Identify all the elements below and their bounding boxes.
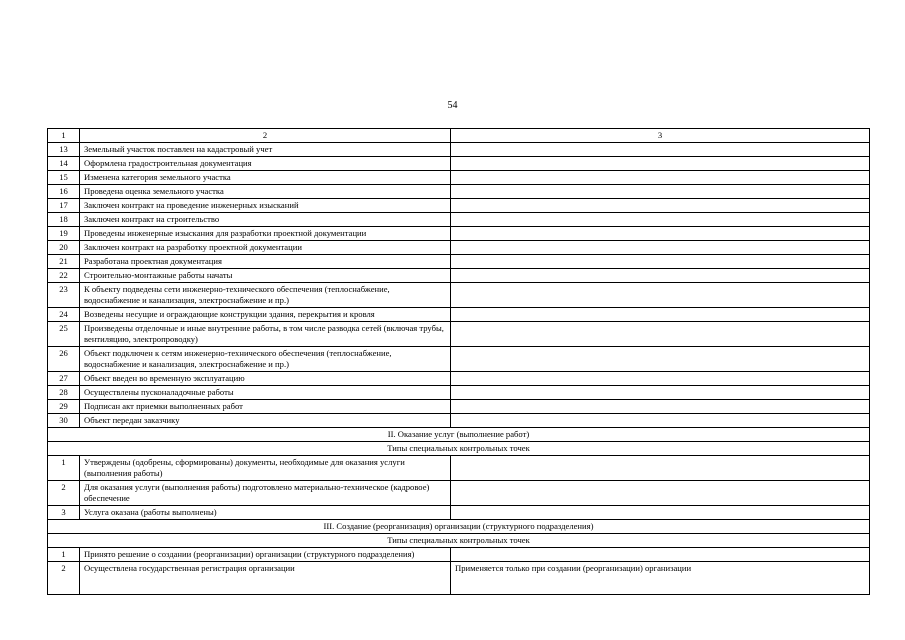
header-col-2: 2	[80, 129, 451, 143]
table-row	[48, 283, 870, 308]
row-text: Разработана проектная документация	[80, 255, 451, 269]
row-number: 30	[48, 414, 80, 428]
header-col-1: 1	[48, 129, 80, 143]
row-number: 3	[48, 506, 80, 520]
table-row	[48, 481, 870, 506]
row-number: 21	[48, 255, 80, 269]
row-note	[451, 347, 870, 372]
table-row	[48, 255, 870, 269]
row-text: Заключен контракт на строительство	[80, 213, 451, 227]
row-text: Произведены отделочные и иные внутренние работы, в том числе разводка сетей (включая трубы, вентиляцию, электропроводку)	[80, 322, 451, 347]
row-number: 2	[48, 562, 80, 595]
table-row	[48, 143, 870, 157]
table-row	[48, 372, 870, 386]
row-note	[451, 308, 870, 322]
row-text: Для оказания услуги (выполнения работы) подготовлено материально-техническое (кадровое) обеспечение	[80, 481, 451, 506]
header-col-3: 3	[451, 129, 870, 143]
row-note	[451, 171, 870, 185]
table-row	[48, 308, 870, 322]
table-row	[48, 322, 870, 347]
row-note	[451, 481, 870, 506]
section-subtitle: Типы специальных контрольных точек	[48, 442, 870, 456]
row-number: 1	[48, 456, 80, 481]
table-row	[48, 506, 870, 520]
row-note: Применяется только при создании (реорганизации) организации	[451, 562, 870, 595]
row-note	[451, 386, 870, 400]
header-row	[48, 129, 870, 143]
row-text: К объекту подведены сети инженерно-технического обеспечения (теплоснабжение, водоснабжение и канализация, электроснабжение и пр.)	[80, 283, 451, 308]
section-title: III. Создание (реорганизация) организации (структурного подразделения)	[48, 520, 870, 534]
control-points-table	[47, 128, 870, 595]
row-note	[451, 157, 870, 171]
row-note	[451, 199, 870, 213]
row-text: Проведены инженерные изыскания для разработки проектной документации	[80, 227, 451, 241]
row-text: Подписан акт приемки выполненных работ	[80, 400, 451, 414]
row-text: Осуществлена государственная регистрация организации	[80, 562, 451, 595]
section-subtitle: Типы специальных контрольных точек	[48, 534, 870, 548]
row-text: Услуга оказана (работы выполнены)	[80, 506, 451, 520]
row-text: Строительно-монтажные работы начаты	[80, 269, 451, 283]
table-body	[48, 129, 870, 595]
row-text: Объект передан заказчику	[80, 414, 451, 428]
table-row	[48, 386, 870, 400]
table-row	[48, 548, 870, 562]
row-number: 13	[48, 143, 80, 157]
row-text: Объект введен во временную эксплуатацию	[80, 372, 451, 386]
row-text: Принято решение о создании (реорганизации) организации (структурного подразделения)	[80, 548, 451, 562]
table-row	[48, 269, 870, 283]
row-note	[451, 185, 870, 199]
row-number: 29	[48, 400, 80, 414]
row-number: 1	[48, 548, 80, 562]
row-note	[451, 506, 870, 520]
section-title: II. Оказание услуг (выполнение работ)	[48, 428, 870, 442]
row-note	[451, 227, 870, 241]
row-number: 20	[48, 241, 80, 255]
row-number: 27	[48, 372, 80, 386]
row-number: 25	[48, 322, 80, 347]
table-row	[48, 171, 870, 185]
row-number: 28	[48, 386, 80, 400]
row-text: Изменена категория земельного участка	[80, 171, 451, 185]
row-note	[451, 322, 870, 347]
table-row	[48, 414, 870, 428]
table-row	[48, 157, 870, 171]
row-text: Заключен контракт на проведение инженерных изысканий	[80, 199, 451, 213]
row-note	[451, 143, 870, 157]
row-note	[451, 372, 870, 386]
section-title-row	[48, 520, 870, 534]
row-note	[451, 283, 870, 308]
row-text: Заключен контракт на разработку проектной документации	[80, 241, 451, 255]
row-number: 24	[48, 308, 80, 322]
row-text: Осуществлены пусконаладочные работы	[80, 386, 451, 400]
row-note	[451, 241, 870, 255]
row-text: Объект подключен к сетям инженерно-технического обеспечения (теплоснабжение, водоснабжение и канализация, электроснабжение и пр.)	[80, 347, 451, 372]
table-row	[48, 185, 870, 199]
row-text: Проведена оценка земельного участка	[80, 185, 451, 199]
row-number: 19	[48, 227, 80, 241]
table-row	[48, 213, 870, 227]
row-text: Возведены несущие и ограждающие конструкции здания, перекрытия и кровля	[80, 308, 451, 322]
table-row	[48, 227, 870, 241]
section-subtitle-row	[48, 442, 870, 456]
row-note	[451, 255, 870, 269]
page-number: 54	[447, 100, 458, 111]
row-note	[451, 213, 870, 227]
row-number: 26	[48, 347, 80, 372]
row-note	[451, 548, 870, 562]
row-number: 18	[48, 213, 80, 227]
table-row	[48, 562, 870, 595]
row-number: 22	[48, 269, 80, 283]
row-note	[451, 414, 870, 428]
row-note	[451, 456, 870, 481]
row-note	[451, 400, 870, 414]
row-text: Оформлена градостроительная документация	[80, 157, 451, 171]
row-number: 2	[48, 481, 80, 506]
table-row	[48, 199, 870, 213]
table-row	[48, 347, 870, 372]
section-subtitle-row	[48, 534, 870, 548]
table-row	[48, 400, 870, 414]
row-number: 14	[48, 157, 80, 171]
row-number: 17	[48, 199, 80, 213]
row-text: Утверждены (одобрены, сформированы) документы, необходимые для оказания услуги (выполнения работы)	[80, 456, 451, 481]
section-title-row	[48, 428, 870, 442]
row-text: Земельный участок поставлен на кадастровый учет	[80, 143, 451, 157]
row-number: 15	[48, 171, 80, 185]
table-row	[48, 456, 870, 481]
row-number: 23	[48, 283, 80, 308]
table-row	[48, 241, 870, 255]
row-number: 16	[48, 185, 80, 199]
row-note	[451, 269, 870, 283]
